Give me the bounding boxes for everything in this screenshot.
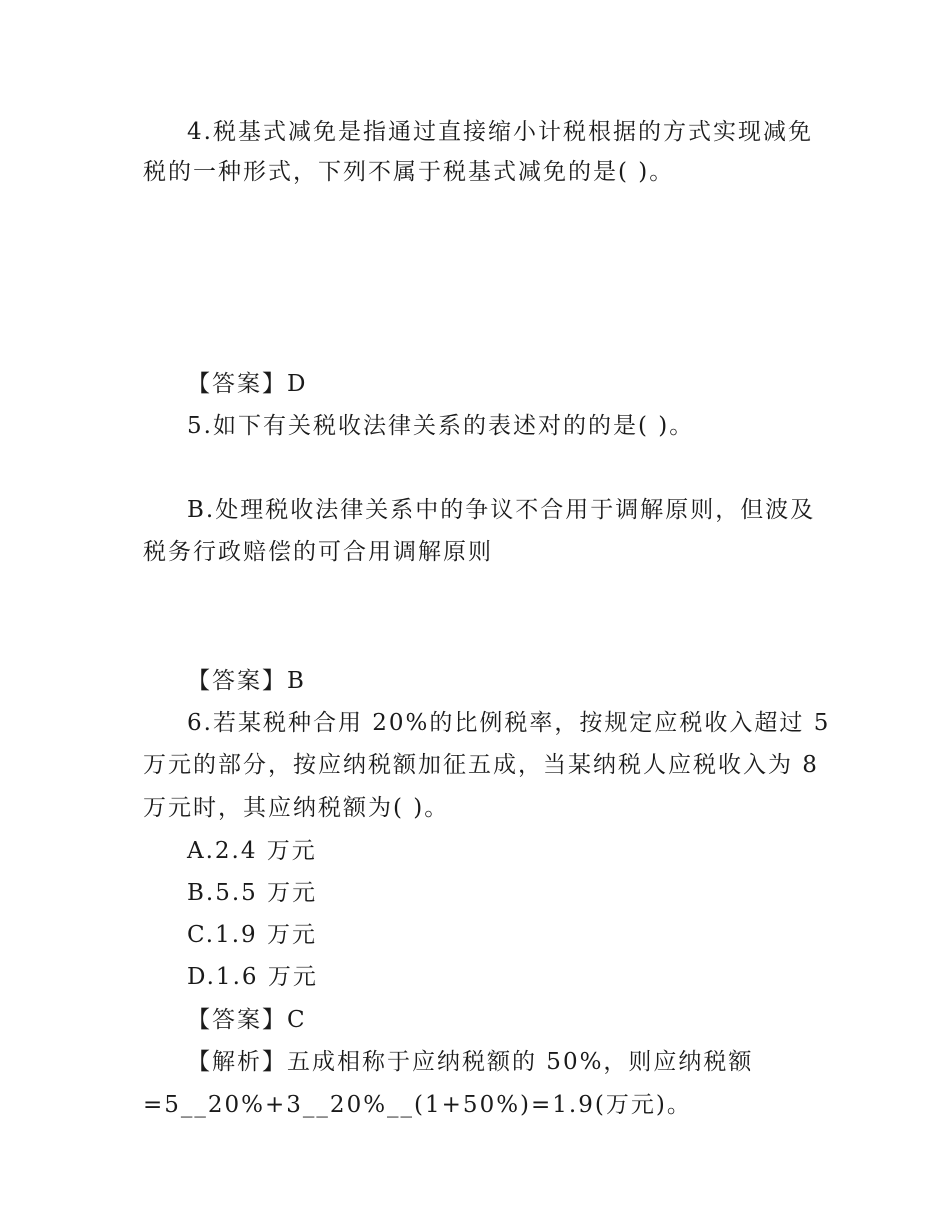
question-6-option-b: B.5.5 万元: [187, 880, 318, 906]
question-4-text-line-2: 税的一种形式，下列不属于税基式减免的是( )。: [143, 159, 675, 185]
question-6-analysis-line-2: =5__20%+3__20%__(1+50%)=1.9(万元)。: [143, 1092, 692, 1118]
question-6-text-line-3: 万元时，其应纳税额为( )。: [143, 795, 450, 821]
question-5-answer: 【答案】B: [187, 668, 306, 694]
question-6-option-d: D.1.6 万元: [187, 964, 318, 990]
question-5-option-b-line-2: 税务行政赔偿的可合用调解原则: [143, 539, 493, 565]
question-5-option-b-line-1: B.处理税收法律关系中的争议不合用于调解原则，但波及: [187, 497, 816, 523]
question-6-answer: 【答案】C: [187, 1007, 307, 1033]
question-6-option-c: C.1.9 万元: [187, 922, 317, 948]
question-4-answer: 【答案】D: [187, 371, 308, 397]
question-6-analysis-line-1: 【解析】五成相称于应纳税额的 50%，则应纳税额: [187, 1049, 754, 1075]
question-4-text-line-1: 4.税基式减免是指通过直接缩小计税根据的方式实现减免: [187, 119, 813, 145]
question-5-stem: 5.如下有关税收法律关系的表述对的的是( )。: [187, 413, 695, 439]
question-6-option-a: A.2.4 万元: [187, 838, 317, 864]
question-6-text-line-1: 6.若某税种合用 20%的比例税率，按规定应税收入超过 5: [187, 710, 831, 736]
question-6-text-line-2: 万元的部分，按应纳税额加征五成，当某纳税人应税收入为 8: [143, 752, 819, 778]
